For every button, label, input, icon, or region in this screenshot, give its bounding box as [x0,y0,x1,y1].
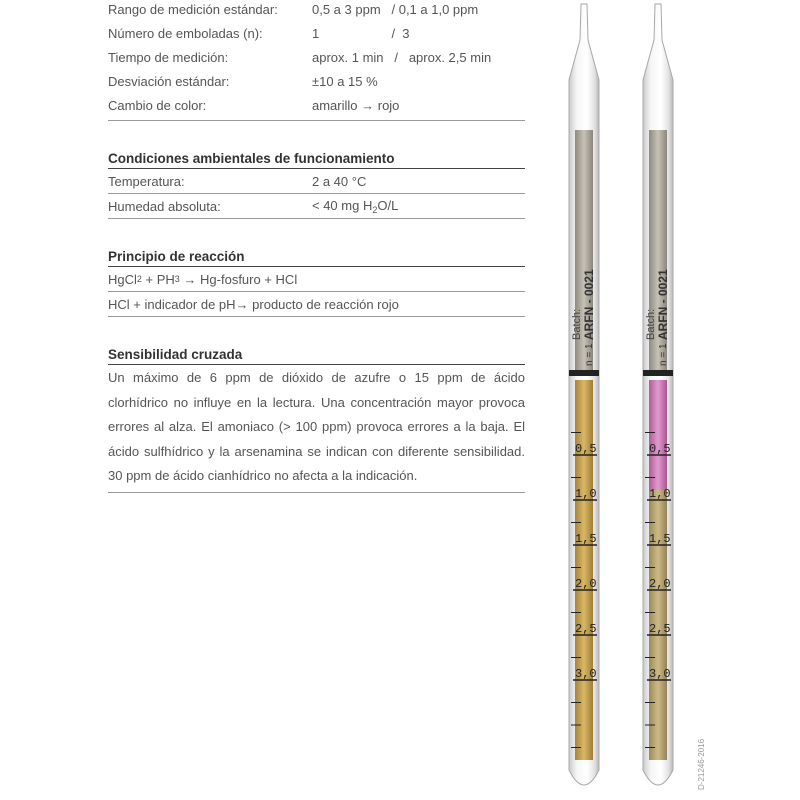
cross-text: Un máximo de 6 ppm de dióxido de azufre o 15 ppm de ácido clorhídrico no influye en la lectura. Una concentración mayor provoca errores al alza. El amoniaco (> 100 ppm) provoca errores a la baja. El ácido sulfhídrico y la arsenamina se indican con diferente sensibilidad. 30 ppm de ácido cianhídrico no afecta a la indicación. [108,370,525,483]
reaction-line: HCl + indicador de pH→ producto de reacción rojo [108,296,399,312]
spec-row [108,93,525,117]
spec-row [108,69,525,93]
n-mark-band [643,370,673,376]
scale-label: 2,0 [649,577,671,591]
spec-value: 0,5 a 3 ppm / 0,1 a 1,0 ppm [312,1,479,17]
code-label: ARFN - 0021 [582,269,596,340]
n-mark-band [569,370,599,376]
divider [108,492,525,493]
image-credit: D-21246-2016 [697,738,706,790]
ambient-value: 2 a 40 °C [312,173,367,189]
spec-row [108,0,525,21]
scale-label: 0,5 [649,442,671,456]
scale-label: 3,0 [575,667,597,681]
scale-label: 1,5 [575,532,597,546]
n-label: n = 1 [658,343,669,366]
spec-value: aprox. 1 min / aprox. 2,5 min [312,49,492,65]
formula-subscript: 2 [136,274,142,284]
formula-part: + PH [141,271,175,287]
divider [108,316,525,317]
spec-label: Tiempo de medición: [108,49,229,65]
detector-tubes-image [540,0,700,800]
formula-part: HgCl [108,271,137,287]
datasheet [108,0,525,493]
section-title: Sensibilidad cruzada [108,347,243,362]
scale-label: 3,0 [649,667,671,681]
scale-label: 0,5 [575,442,597,456]
batch-label: Batch: [645,308,657,340]
ambient-value [312,198,525,215]
scale-label: 2,5 [575,622,597,636]
indicator-layer-reacted [649,380,667,490]
scale-label: 1,0 [575,487,597,501]
value-part: < 40 mg H [312,197,373,213]
spec-value: 1 / 3 [312,25,410,41]
detector-tube-left [569,4,599,785]
ambient-row [108,169,525,193]
section-title: Principio de reacción [108,249,245,264]
value-part: O/L [377,197,399,213]
ambient-label: Temperatura: [108,173,185,189]
reaction-line [108,267,525,291]
divider [108,120,525,121]
code-label: ARFN - 0021 [656,269,670,340]
spec-value: ±10 a 15 % [312,73,378,89]
spec-row [108,45,525,69]
spec-value: amarillo → rojo [312,97,400,113]
spec-label: Número de emboladas (n): [108,25,263,41]
detector-tube-right [643,4,673,785]
spec-label: Rango de medición estándar: [108,1,278,17]
divider [108,218,525,219]
scale-label: 2,0 [575,577,597,591]
cross-section [108,340,525,493]
reaction-section [108,242,525,317]
spec-row [108,21,525,45]
value-subscript: 2 [372,204,378,215]
n-label: n = 1 [584,343,595,366]
formula-part: → Hg-fosfuro + HCl [179,271,298,287]
scale-label: 2,5 [649,622,671,636]
ambient-label: Humedad absoluta: [108,198,221,214]
spec-label: Cambio de color: [108,97,207,113]
scale-label: 1,0 [649,487,671,501]
ambient-section [108,144,525,219]
spec-label: Desviación estándar: [108,73,230,89]
scale-label: 1,5 [649,532,671,546]
ambient-row [108,194,525,218]
section-title: Condiciones ambientales de funcionamiento [108,151,395,166]
formula-subscript: 3 [174,274,180,284]
specs-table [108,0,525,117]
batch-label: Batch: [571,308,583,340]
